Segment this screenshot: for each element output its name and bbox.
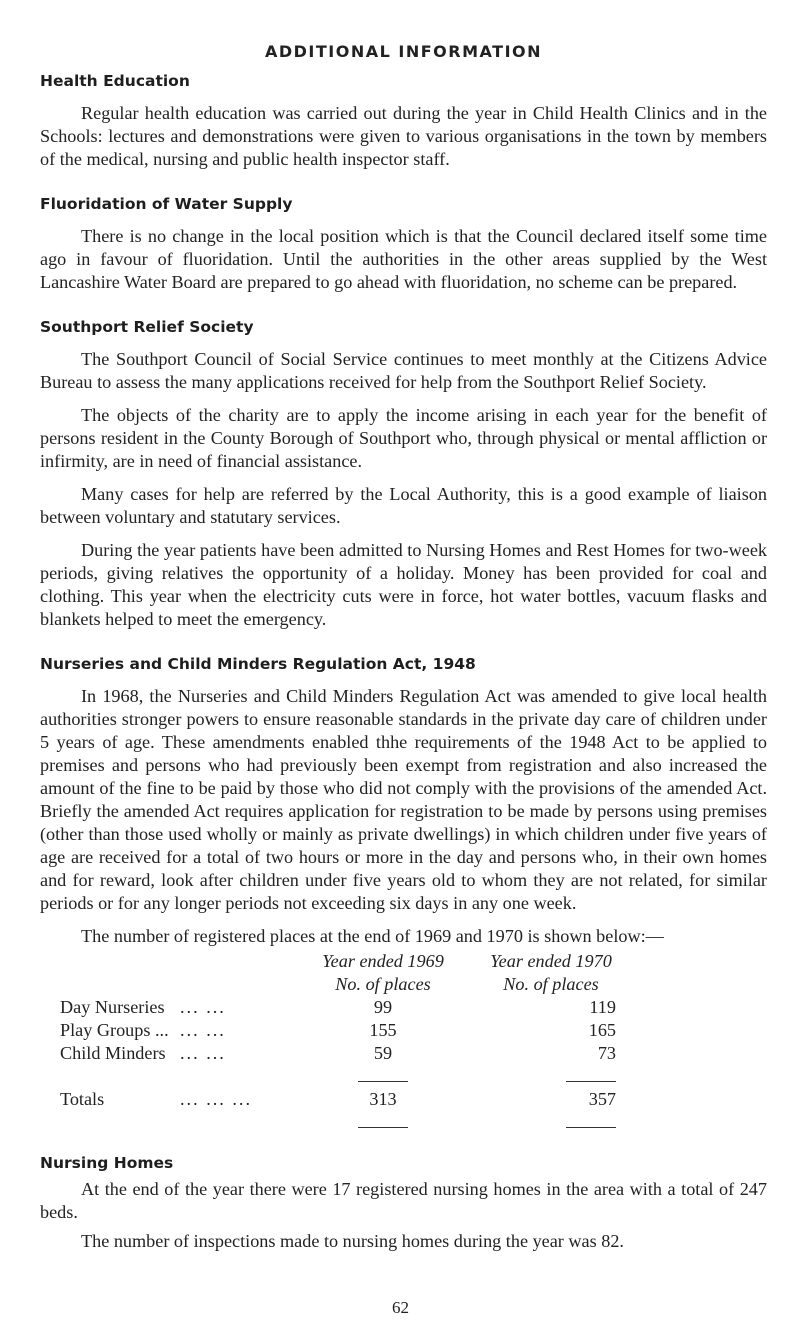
table-row (60, 1042, 630, 1065)
row-label: Day Nurseries (60, 997, 165, 1017)
row-dots: ... ... (180, 1043, 226, 1063)
page-number: 62 (392, 1298, 409, 1317)
heading-fluoridation: Fluoridation of Water Supply (40, 195, 293, 213)
paragraph-relief-society-4: During the year patients have been admitted to Nursing Homes and Rest Homes for two-week periods, giving relatives the opportunity of a holiday. Money has been provided for coal and clothing. This year when the electricity cuts were in force, hot water bottles, vacuum flasks and blankets helped to meet the emergency. (40, 540, 767, 629)
paragraph-nursing-homes-2: The number of inspections made to nursing homes during the year was 82. (81, 1231, 624, 1251)
row-label: Play Groups ... (60, 1020, 169, 1040)
value-1969: 99 (373, 997, 393, 1017)
paragraph-fluoridation: There is no change in the local position which is that the Council declared itself some time ago in favour of fluoridation. Until the authorities in the other areas supplied by the West Lancashire Water Board are prepared to go ahead with fluoridation, no scheme can be prepared. (40, 226, 767, 292)
col-header-1969: Year ended 1969 (322, 951, 444, 971)
col-subheader-1969: No. of places (335, 974, 431, 994)
row-dots: ... ... (180, 1020, 226, 1040)
paragraph-nursing-homes-1: At the end of the year there were 17 registered nursing homes in the area with a total of 247 beds. (40, 1179, 767, 1222)
col-subheader-1970: No. of places (503, 974, 599, 994)
page-title: ADDITIONAL INFORMATION (264, 42, 543, 61)
paragraph-health-education: Regular health education was carried out during the year in Child Health Clinics and in the Schools: lectures and demonstrations were given to various organisations in the town by members of the medical, nursing and public health inspector staff. (40, 103, 767, 169)
value-1970: 73 (597, 1043, 616, 1063)
value-1970: 165 (588, 1020, 616, 1040)
bottom-rule-1970 (486, 1111, 630, 1134)
paragraph-relief-society-2: The objects of the charity are to apply the income arising in each year for the benefit of persons resident in the County Borough of Southport who, through physical or mental affliction or infirmity, are in need of financial assistance. (40, 405, 767, 471)
heading-relief-society: Southport Relief Society (40, 318, 254, 336)
paragraph-relief-society-1: The Southport Council of Social Service continues to meet monthly at the Citizens Advice Bureau to assess the many applications received for help from the Southport Relief Society. (40, 349, 767, 392)
paragraph-nurseries-1: In 1968, the Nurseries and Child Minders Regulation Act was amended to give local health authorities stronger powers to ensure reasonable standards in the private day care of children under 5 years of age. These amendments enabled thhe requirements of the 1948 Act to be applied to premises and persons who had previously been exempt from registration and also increased the amount of the fine to be paid by those who did not comply with the provisions of the amended Act. Briefly the amended Act requires application for registration to be made by persons using premises (other than those used wholly or mainly as private dwellings) in which children under five years of age are received for a total of two hours or more in the day and persons who, in their own homes and for reward, look after children under five years old to whom they are not related, for similar periods or for any longer periods not exceeding six days in any one week. (40, 686, 767, 913)
col-header-1970: Year ended 1970 (490, 951, 612, 971)
total-rule-1969 (310, 1065, 486, 1088)
totals-dots: ... ... ... (180, 1089, 253, 1109)
total-rule-1970 (486, 1065, 630, 1088)
value-1969: 155 (369, 1020, 397, 1040)
heading-health-education: Health Education (40, 72, 190, 90)
row-dots: ... ... (180, 997, 226, 1017)
row-label: Child Minders (60, 1043, 166, 1063)
total-1969: 313 (369, 1089, 397, 1109)
paragraph-relief-society-3: Many cases for help are referred by the Local Authority, this is a good example of liaison between voluntary and statutary services. (40, 484, 767, 527)
totals-row (60, 1088, 630, 1111)
value-1970: 119 (589, 997, 616, 1017)
bottom-rule-1969 (310, 1111, 486, 1134)
total-1970: 357 (588, 1089, 616, 1109)
totals-label: Totals (60, 1089, 105, 1109)
table-row (60, 996, 630, 1019)
heading-nursing-homes: Nursing Homes (40, 1154, 174, 1172)
value-1969: 59 (373, 1043, 393, 1063)
paragraph-nurseries-2: The number of registered places at the end of 1969 and 1970 is shown below:— (81, 926, 664, 946)
table-row (60, 1019, 630, 1042)
registered-places-table (60, 950, 630, 1134)
heading-nurseries: Nurseries and Child Minders Regulation Act, 1948 (40, 655, 476, 673)
